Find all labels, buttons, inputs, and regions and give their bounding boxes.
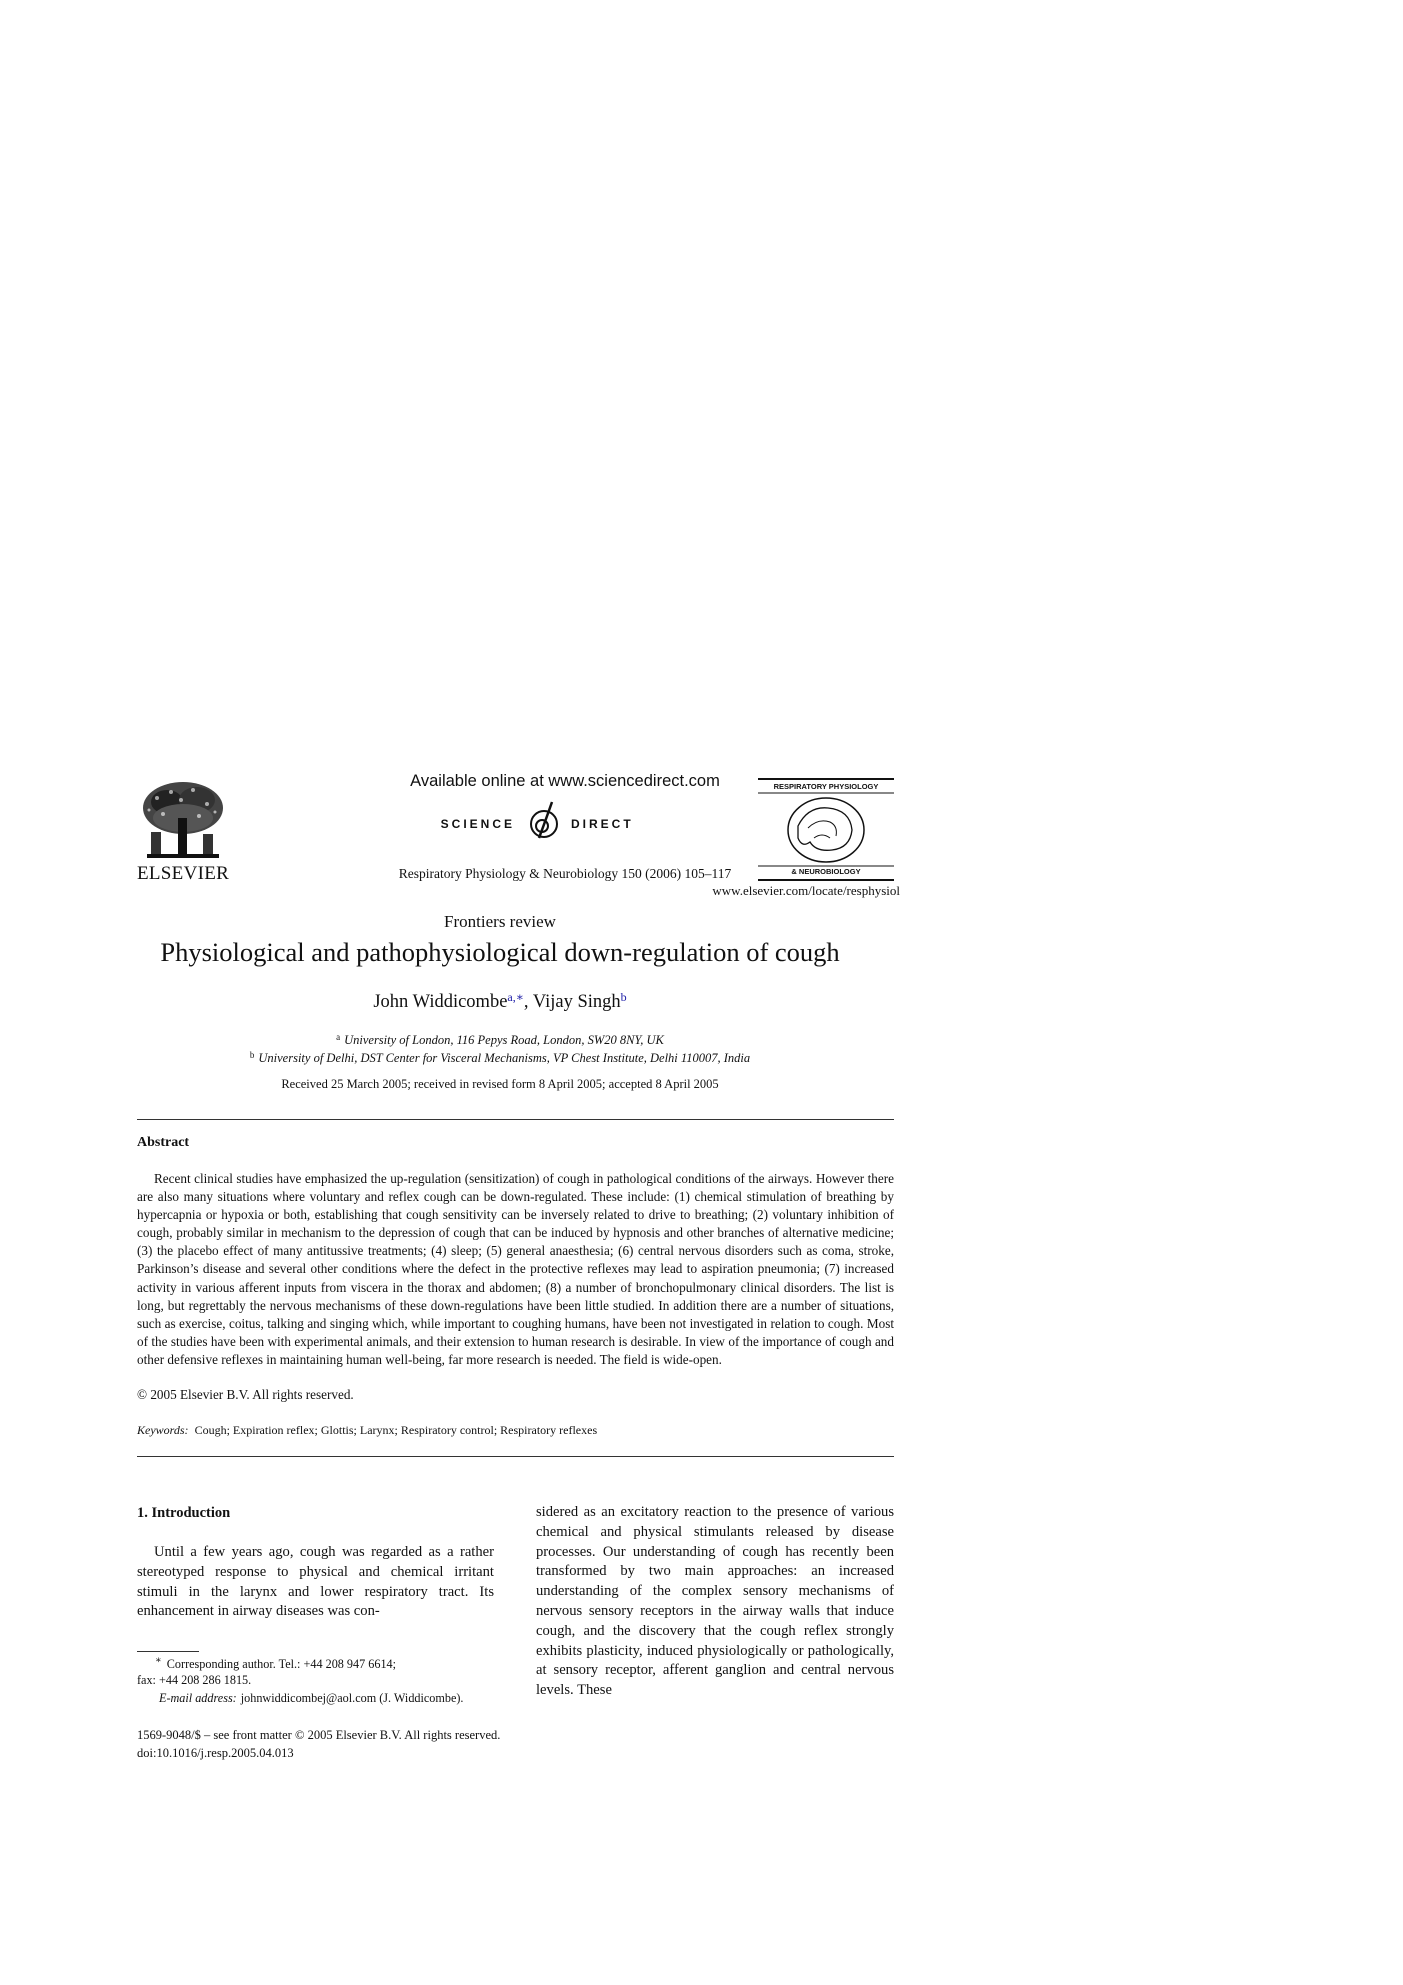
affiliation-b — [0, 1050, 1000, 1066]
email-label: E-mail address: — [159, 1691, 237, 1705]
keywords — [137, 1423, 597, 1438]
received-dates: Received 25 March 2005; received in revised form 8 April 2005; accepted 8 April 2005 — [281, 1077, 719, 1091]
issn-line: 1569-9048/$ – see front matter © 2005 Elsevier B.V. All rights reserved. — [137, 1728, 501, 1742]
journal-logo-bottom-text: & NEUROBIOLOGY — [791, 867, 861, 876]
affiliation-b-mark: b — [249, 1050, 255, 1060]
body-column-left: Until a few years ago, cough was regarded as a rather stereotyped response to physical and chemical irritant stimuli in the larynx and lower respiratory tract. Its enhancement in airway diseases was con- — [137, 1544, 494, 1620]
journal-logo — [758, 778, 894, 883]
article-type: Frontiers review — [444, 912, 556, 931]
abstract-copyright: © 2005 Elsevier B.V. All rights reserved. — [137, 1387, 354, 1402]
section-heading-introduction: 1. Introduction — [137, 1505, 231, 1521]
sd-right-text: DIRECT — [571, 817, 634, 831]
affiliation-a-text: University of London, 116 Pepys Road, London, SW20 8NY, UK — [344, 1033, 664, 1047]
author-1-affiliation-mark[interactable]: a,∗ — [507, 990, 524, 1004]
article-title: Physiological and pathophysiological down-regulation of cough — [160, 937, 840, 967]
footnote-email — [159, 1691, 463, 1706]
abstract-body: Recent clinical studies have emphasized the up-regulation (sensitization) of cough in pathological conditions of the airways. However there are also many situations where voluntary and reflex cough can be down-regulated. These include: (1) chemical stimulation of breathing by hypercapnia or hypoxia or both, establishing that cough sensitivity can be inversely related to drive to breathing; (2) voluntary inhibition of cough, probably similar in mechanism to the depression of cough that can be induced by hypnosis and other branches of alternative medicine; (3) the placebo effect of many antitussive treatments; (4) sleep; (5) general anaesthesia; (6) central nervous disorders such as coma, stroke, Parkinson’s disease and several other conditions where the defect in the protective reflexes may lead to aspiration pneumonia; (7) increased activity in various afferent inputs from viscera in the thorax and abdomen; (8) a number of bronchopulmonary clinical disorders. The list is long, but regrettably the nervous mechanisms of these down-regulations have been little studied. In addition there are a number of situations, such as exercise, coitus, talking and singing which, while important to coughing humans, have been not investigated in relation to cough. Most of the studies have been with experimental animals, and their extension to human research is desirable. In view of the importance of cough and other defensive reflexes in maintaining human well-being, far more research is needed. The field is wide-open. — [137, 1171, 894, 1367]
publisher-name: ELSEVIER — [137, 863, 230, 884]
author-1: John Widdicombe — [373, 992, 508, 1012]
doi-line[interactable]: doi:10.1016/j.resp.2005.04.013 — [137, 1746, 294, 1760]
journal-citation: Respiratory Physiology & Neurobiology 150 (2006) 105–117 — [398, 866, 732, 881]
sciencedirect-logo — [395, 798, 725, 844]
footnote-mark: ∗ — [155, 1655, 162, 1666]
footnote-fax: fax: +44 208 286 1815. — [137, 1673, 252, 1687]
author-list — [0, 990, 1000, 1013]
email-address[interactable]: johnwiddicombej@aol.com (J. Widdicombe). — [240, 1691, 464, 1705]
author-separator: , — [523, 992, 533, 1012]
author-2: Vijay Singh — [532, 992, 621, 1012]
abstract-heading: Abstract — [137, 1135, 190, 1150]
footnote-rule — [137, 1651, 199, 1652]
journal-logo-top-text: RESPIRATORY PHYSIOLOGY — [773, 782, 879, 791]
footnote-line-1: Corresponding author. Tel.: +44 208 947 6614; — [166, 1657, 397, 1672]
affiliation-b-text: University of Delhi, DST Center for Visceral Mechanisms, VP Chest Institute, Delhi 110007, India — [258, 1051, 751, 1065]
journal-url[interactable]: www.elsevier.com/locate/resphysiol — [712, 883, 900, 898]
sd-left-text: SCIENCE — [440, 817, 515, 831]
footnote-corresponding-author — [155, 1655, 396, 1672]
body-column-right: sidered as an excitatory reaction to the presence of various chemical and physical stimulants released by disease processes. Our understanding of cough has recently been transformed by two main approaches: an increased understanding of the complex sensory mechanisms of nervous sensory receptors in the airway walls that induce cough, and the discovery that the cough reflex strongly exhibits plasticity, induced physiologically or pathologically, at sensory receptor, afferent ganglion and central nervous levels. These — [536, 1504, 894, 1699]
divider-bottom — [137, 1456, 894, 1457]
keywords-list: Cough; Expiration reflex; Glottis; Larynx; Respiratory control; Respiratory reflexes — [194, 1423, 598, 1437]
author-2-affiliation-mark[interactable]: b — [620, 990, 627, 1004]
available-online-text: Available online at www.sciencedirect.com — [410, 772, 720, 790]
affiliation-a — [0, 1032, 1000, 1048]
keywords-label: Keywords: — [137, 1423, 189, 1437]
affiliation-a-mark: a — [336, 1032, 341, 1042]
divider-top — [137, 1119, 894, 1120]
